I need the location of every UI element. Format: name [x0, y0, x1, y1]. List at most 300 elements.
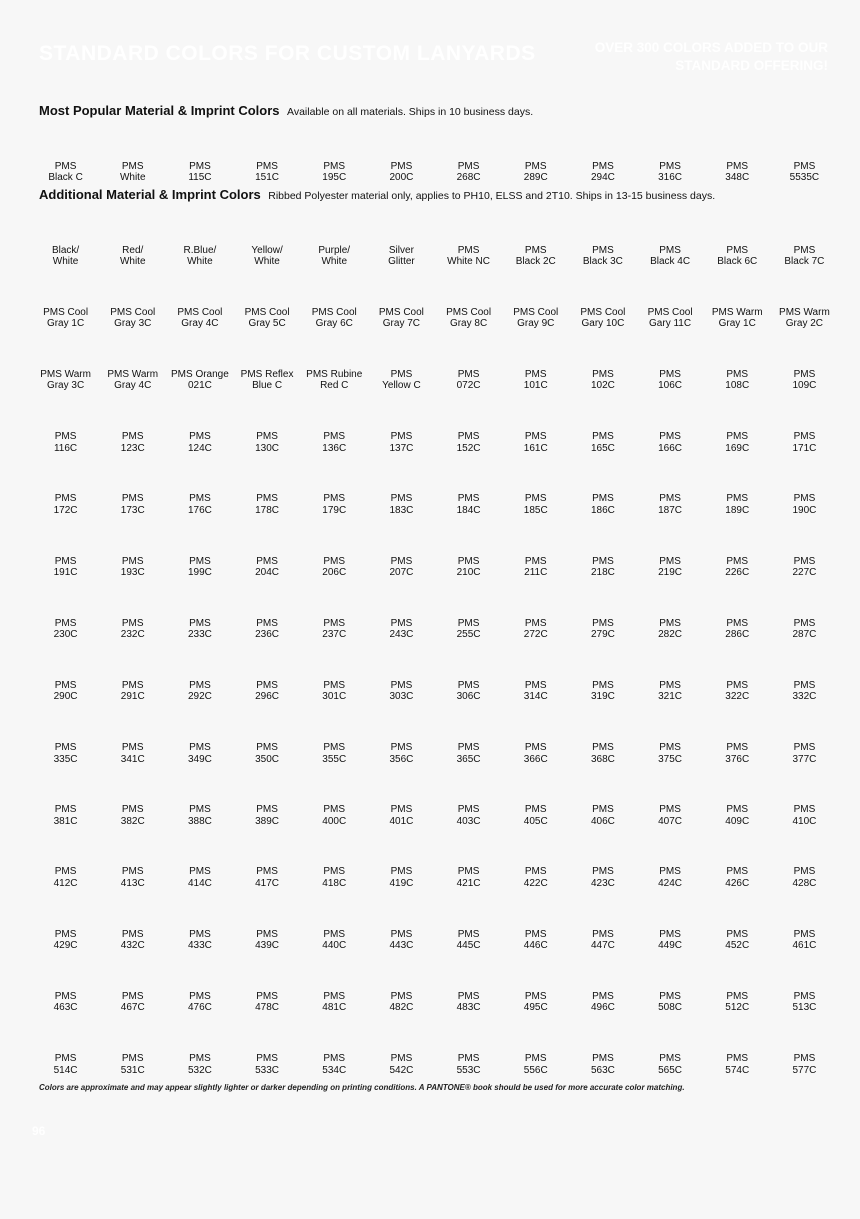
color-swatch — [771, 598, 838, 660]
color-swatch — [704, 1033, 771, 1095]
color-swatch — [771, 909, 838, 971]
swatch-label: PMS 368C — [590, 742, 615, 765]
swatch-label: PMS 279C — [590, 617, 615, 641]
color-swatch — [636, 225, 703, 287]
color-swatch — [636, 847, 703, 909]
color-swatch — [301, 160, 368, 184]
color-swatch — [32, 785, 99, 847]
swatch-label: PMS 414C — [187, 866, 212, 889]
swatch-label: PMS 169C — [725, 431, 750, 454]
swatch-label: PMS 426C — [725, 866, 750, 889]
swatch-label: PMS 401C — [389, 804, 414, 827]
swatch-label: PMS 449C — [658, 928, 683, 952]
swatch-label: PMS 291C — [120, 679, 145, 703]
color-swatch — [301, 971, 368, 1033]
swatch-label: PMS 335C — [53, 742, 78, 765]
color-swatch — [32, 660, 99, 722]
color-swatch — [771, 287, 838, 349]
color-swatch — [368, 412, 435, 474]
swatch-label: PMS 152C — [456, 431, 481, 454]
swatch-label: PMS 233C — [187, 617, 212, 641]
color-swatch — [502, 160, 569, 184]
swatch-label: PMS 348C — [725, 160, 750, 183]
color-swatch — [99, 598, 166, 660]
swatch-label: PMS Warm Gray 1C — [711, 306, 763, 330]
swatch-label: PMS Black 2C — [515, 244, 556, 268]
swatch-label: PMS Cool Gray 6C — [311, 306, 357, 330]
color-swatch — [301, 598, 368, 660]
color-swatch — [166, 723, 233, 785]
swatch-label: PMS 206C — [322, 555, 347, 579]
swatch-label: PMS 136C — [322, 431, 347, 454]
color-swatch — [32, 287, 99, 349]
color-swatch — [166, 287, 233, 349]
swatch-label: PMS 226C — [725, 555, 750, 579]
swatch-label: PMS 137C — [389, 431, 414, 454]
swatch-label: PMS 173C — [120, 493, 145, 516]
color-swatch — [233, 660, 300, 722]
color-swatch — [99, 349, 166, 411]
swatch-label: PMS Cool Gray 9C — [513, 306, 559, 330]
swatch-label: PMS 255C — [456, 617, 481, 641]
color-swatch — [771, 660, 838, 722]
color-swatch — [166, 160, 233, 184]
swatch-label: PMS Black C — [48, 160, 83, 183]
color-swatch — [32, 412, 99, 474]
swatch-label: Red/ White — [119, 244, 146, 268]
color-swatch — [435, 225, 502, 287]
color-swatch — [636, 412, 703, 474]
swatch-label: PMS 072C — [456, 368, 481, 392]
color-swatch — [32, 225, 99, 287]
swatch-label: PMS Cool Gray 7C — [378, 306, 424, 330]
color-swatch — [569, 785, 636, 847]
swatch-label: PMS 417C — [255, 866, 280, 889]
swatch-label: PMS 429C — [53, 928, 78, 952]
color-swatch — [704, 598, 771, 660]
color-disclaimer: Colors are approximate and may appear slightly lighter or darker depending on printing conditions. A PANTONE® book should be used for more accurate color matching. — [39, 1083, 685, 1092]
swatch-label: PMS 553C — [456, 1053, 481, 1076]
swatch-label: PMS 176C — [187, 493, 212, 516]
additional-colors-title: Additional Material & Imprint Colors — [39, 187, 261, 202]
swatch-label: PMS 532C — [187, 1053, 212, 1076]
color-swatch — [771, 785, 838, 847]
swatch-label: PMS Cool Gray 4C — [177, 306, 223, 330]
color-swatch — [569, 660, 636, 722]
swatch-label: PMS 445C — [456, 928, 481, 952]
color-swatch — [368, 536, 435, 598]
swatch-label: PMS 412C — [53, 866, 78, 889]
swatch-label: PMS 406C — [590, 804, 615, 827]
swatch-label: PMS 514C — [53, 1053, 78, 1076]
popular-colors-heading — [39, 103, 533, 118]
swatch-label: PMS 419C — [389, 866, 414, 889]
swatch-label: PMS Rubine Red C — [306, 368, 363, 392]
color-swatch — [368, 349, 435, 411]
swatch-label: PMS 287C — [792, 617, 817, 641]
color-swatch — [636, 536, 703, 598]
swatch-label: Black/ White — [51, 244, 80, 268]
color-swatch — [301, 349, 368, 411]
color-swatch — [636, 660, 703, 722]
color-swatch — [368, 160, 435, 184]
swatch-label: PMS 232C — [120, 617, 145, 641]
color-swatch — [771, 412, 838, 474]
swatch-label: PMS Yellow C — [382, 368, 421, 392]
swatch-label: PMS 106C — [658, 368, 683, 392]
color-swatch — [99, 160, 166, 184]
swatch-label: PMS 389C — [255, 804, 280, 827]
swatch-label: PMS 577C — [792, 1053, 817, 1076]
color-swatch — [771, 474, 838, 536]
swatch-label: PMS Black 7C — [784, 244, 825, 268]
swatch-label: PMS 440C — [322, 928, 347, 952]
swatch-label: PMS 376C — [725, 742, 750, 765]
swatch-label: PMS 289C — [523, 160, 548, 183]
swatch-label: PMS 165C — [590, 431, 615, 454]
color-swatch — [233, 287, 300, 349]
swatch-label: PMS Cool Gary 11C — [647, 306, 693, 330]
color-swatch — [99, 225, 166, 287]
swatch-label: PMS 467C — [120, 990, 145, 1014]
color-swatch — [569, 225, 636, 287]
swatch-label: PMS 319C — [590, 679, 615, 703]
color-swatch — [502, 723, 569, 785]
swatch-label: PMS 306C — [456, 679, 481, 703]
color-swatch — [771, 971, 838, 1033]
color-swatch — [569, 598, 636, 660]
color-swatch — [704, 660, 771, 722]
color-swatch — [166, 909, 233, 971]
color-swatch — [435, 723, 502, 785]
color-swatch — [233, 909, 300, 971]
promo-banner: OVER 300 COLORS ADDED TO OUR STANDARD OFFERING! — [594, 40, 828, 73]
color-swatch — [368, 971, 435, 1033]
swatch-label: PMS 403C — [456, 804, 481, 827]
color-swatch — [569, 971, 636, 1033]
swatch-label: PMS 301C — [322, 679, 347, 703]
swatch-label: PMS Orange 021C — [171, 368, 229, 392]
color-swatch — [636, 349, 703, 411]
swatch-label: PMS 189C — [725, 493, 750, 516]
color-swatch — [166, 598, 233, 660]
swatch-label: PMS 236C — [255, 617, 280, 641]
color-swatch — [301, 660, 368, 722]
swatch-label: PMS 542C — [389, 1053, 414, 1076]
color-swatch — [435, 412, 502, 474]
color-swatch — [233, 847, 300, 909]
color-swatch — [569, 723, 636, 785]
swatch-label: PMS Cool Gray 8C — [446, 306, 492, 330]
color-swatch — [32, 909, 99, 971]
color-swatch — [569, 412, 636, 474]
color-swatch — [435, 287, 502, 349]
color-swatch — [166, 349, 233, 411]
color-swatch — [636, 909, 703, 971]
color-swatch — [32, 971, 99, 1033]
swatch-label: PMS 124C — [187, 431, 212, 454]
color-swatch — [636, 723, 703, 785]
swatch-label: PMS 432C — [120, 928, 145, 952]
swatch-label: PMS 452C — [725, 928, 750, 952]
color-swatch — [435, 660, 502, 722]
color-swatch — [569, 909, 636, 971]
color-swatch — [166, 536, 233, 598]
color-swatch — [301, 412, 368, 474]
color-swatch — [32, 349, 99, 411]
swatch-label: PMS Black 4C — [650, 244, 691, 268]
color-swatch — [301, 723, 368, 785]
swatch-label: PMS 428C — [792, 866, 817, 889]
additional-colors-heading — [39, 187, 715, 202]
swatch-label: PMS White — [119, 160, 146, 183]
popular-colors-title: Most Popular Material & Imprint Colors — [39, 103, 280, 118]
swatch-label: PMS 186C — [590, 493, 615, 516]
color-swatch — [32, 160, 99, 184]
swatch-label: PMS 421C — [456, 866, 481, 889]
swatch-label: PMS 377C — [792, 742, 817, 765]
swatch-label: PMS 286C — [725, 617, 750, 641]
swatch-label: PMS 422C — [523, 866, 548, 889]
color-swatch — [704, 723, 771, 785]
color-swatch — [704, 536, 771, 598]
color-swatch — [99, 660, 166, 722]
swatch-label: PMS 355C — [322, 742, 347, 765]
color-swatch — [771, 723, 838, 785]
swatch-label: PMS 405C — [523, 804, 548, 827]
color-swatch — [301, 909, 368, 971]
color-swatch — [166, 971, 233, 1033]
swatch-label: PMS 508C — [658, 990, 683, 1014]
swatch-label: PMS 5535C — [789, 160, 820, 183]
swatch-label: PMS Black 6C — [717, 244, 758, 268]
swatch-label: PMS 185C — [523, 493, 548, 516]
swatch-label: PMS 418C — [322, 866, 347, 889]
color-swatch — [301, 225, 368, 287]
color-swatch — [569, 474, 636, 536]
swatch-label: PMS 565C — [658, 1053, 683, 1076]
swatch-label: PMS 123C — [120, 431, 145, 454]
color-swatch — [435, 536, 502, 598]
color-swatch — [502, 412, 569, 474]
color-swatch — [99, 412, 166, 474]
color-swatch — [233, 971, 300, 1033]
color-swatch — [233, 536, 300, 598]
color-swatch — [569, 536, 636, 598]
color-swatch — [704, 412, 771, 474]
color-swatch — [368, 474, 435, 536]
color-swatch — [569, 287, 636, 349]
color-swatch — [502, 598, 569, 660]
swatch-label: PMS 102C — [590, 368, 615, 392]
swatch-label: PMS 413C — [120, 866, 145, 889]
swatch-label: PMS 191C — [53, 555, 78, 579]
color-swatch — [166, 225, 233, 287]
swatch-label: PMS 243C — [389, 617, 414, 641]
color-swatch — [233, 412, 300, 474]
color-swatch — [569, 160, 636, 184]
swatch-label: PMS 410C — [792, 804, 817, 827]
swatch-label: PMS 296C — [255, 679, 280, 703]
swatch-label: PMS 116C — [53, 431, 78, 454]
swatch-label: PMS 109C — [792, 368, 817, 392]
swatch-label: PMS 439C — [255, 928, 280, 952]
color-swatch — [502, 536, 569, 598]
swatch-label: PMS 563C — [590, 1053, 615, 1076]
swatch-label: PMS 200C — [389, 160, 414, 183]
color-swatch — [704, 160, 771, 184]
color-swatch — [301, 785, 368, 847]
swatch-label: Yellow/ White — [251, 244, 283, 268]
swatch-label: PMS 314C — [523, 679, 548, 703]
swatch-label: PMS 366C — [523, 742, 548, 765]
swatch-label: PMS 230C — [53, 617, 78, 641]
color-swatch — [368, 909, 435, 971]
swatch-label: PMS 190C — [792, 493, 817, 516]
color-swatch — [569, 847, 636, 909]
color-swatch — [368, 598, 435, 660]
swatch-label: PMS 556C — [523, 1053, 548, 1076]
color-swatch — [636, 474, 703, 536]
swatch-label: PMS 433C — [187, 928, 212, 952]
color-swatch — [32, 847, 99, 909]
swatch-label: PMS Cool Gary 10C — [580, 306, 626, 330]
swatch-label: PMS 461C — [792, 928, 817, 952]
color-swatch — [704, 474, 771, 536]
swatch-label: PMS Warm Gray 3C — [40, 368, 91, 392]
color-swatch — [771, 847, 838, 909]
swatch-label: PMS 166C — [658, 431, 683, 454]
swatch-label: PMS 482C — [389, 990, 414, 1014]
swatch-label: PMS 130C — [255, 431, 280, 454]
swatch-label: PMS Cool Gray 5C — [244, 306, 290, 330]
color-swatch — [569, 349, 636, 411]
color-swatch — [99, 785, 166, 847]
swatch-label: PMS 322C — [725, 679, 750, 703]
color-swatch — [233, 349, 300, 411]
page-title: STANDARD COLORS FOR CUSTOM LANYARDS — [39, 42, 536, 65]
color-swatch — [636, 971, 703, 1033]
swatch-label: PMS 409C — [725, 804, 750, 827]
swatch-label: PMS 151C — [255, 160, 280, 183]
swatch-label: PMS 303C — [389, 679, 414, 703]
swatch-label: PMS 193C — [120, 555, 145, 579]
color-swatch — [99, 474, 166, 536]
swatch-label: PMS 101C — [523, 368, 548, 392]
swatch-label: PMS 495C — [523, 990, 548, 1014]
color-swatch — [636, 287, 703, 349]
swatch-label: R.Blue/ White — [183, 244, 217, 268]
color-swatch — [368, 723, 435, 785]
color-swatch — [435, 971, 502, 1033]
swatch-label: PMS 178C — [255, 493, 280, 516]
popular-colors-note: Available on all materials. Ships in 10 business days. — [287, 106, 534, 118]
color-swatch — [704, 909, 771, 971]
color-swatch — [166, 412, 233, 474]
color-swatch — [233, 785, 300, 847]
swatch-label: PMS 219C — [658, 555, 683, 579]
swatch-label: PMS 531C — [120, 1053, 145, 1076]
additional-colors-note: Ribbed Polyester material only, applies to PH10, ELSS and 2T10. Ships in 13-15 business days. — [268, 190, 716, 202]
swatch-label: PMS 407C — [658, 804, 683, 827]
color-swatch — [32, 598, 99, 660]
color-swatch — [233, 160, 300, 184]
color-swatch — [771, 1033, 838, 1095]
swatch-label: PMS 218C — [590, 555, 615, 579]
swatch-label: PMS Warm Gray 2C — [779, 306, 830, 330]
swatch-label: PMS 199C — [187, 555, 212, 579]
color-swatch — [502, 847, 569, 909]
swatch-label: PMS 290C — [53, 679, 78, 703]
swatch-label: PMS 227C — [792, 555, 817, 579]
swatch-label: PMS 446C — [523, 928, 548, 952]
swatch-label: PMS 237C — [322, 617, 347, 641]
color-swatch — [435, 349, 502, 411]
swatch-label: PMS 512C — [725, 990, 750, 1014]
swatch-label: PMS 400C — [322, 804, 347, 827]
swatch-label: PMS Warm Gray 4C — [107, 368, 159, 392]
swatch-label: PMS 350C — [255, 742, 280, 765]
color-swatch — [502, 660, 569, 722]
color-swatch — [32, 723, 99, 785]
swatch-label: PMS 382C — [120, 804, 145, 827]
color-swatch — [233, 598, 300, 660]
swatch-label: PMS 115C — [188, 160, 212, 183]
color-swatch — [166, 847, 233, 909]
swatch-label: Purple/ White — [318, 244, 351, 268]
swatch-label: PMS 171C — [792, 431, 817, 454]
swatch-label: PMS 179C — [322, 493, 347, 516]
swatch-label: PMS 574C — [725, 1053, 750, 1076]
color-swatch — [502, 474, 569, 536]
swatch-label: PMS 483C — [456, 990, 481, 1014]
swatch-label: PMS 172C — [53, 493, 78, 516]
swatch-label: PMS 534C — [322, 1053, 347, 1076]
swatch-label: PMS 316C — [658, 160, 683, 183]
swatch-label: PMS Black 3C — [582, 244, 623, 268]
swatch-label: PMS White NC — [447, 244, 490, 268]
color-swatch — [233, 225, 300, 287]
color-swatch — [368, 847, 435, 909]
color-swatch — [166, 660, 233, 722]
color-swatch — [166, 474, 233, 536]
color-swatch — [99, 536, 166, 598]
swatch-label: PMS 476C — [187, 990, 212, 1014]
color-swatch — [704, 971, 771, 1033]
swatch-label: PMS 424C — [658, 866, 683, 889]
color-swatch — [368, 785, 435, 847]
color-swatch — [301, 536, 368, 598]
swatch-label: PMS 481C — [322, 990, 347, 1014]
swatch-label: PMS 496C — [590, 990, 615, 1014]
color-swatch — [636, 160, 703, 184]
color-swatch — [435, 598, 502, 660]
color-swatch — [704, 847, 771, 909]
swatch-label: PMS 447C — [590, 928, 615, 952]
swatch-label: PMS 478C — [255, 990, 280, 1014]
color-swatch — [502, 225, 569, 287]
color-swatch — [301, 847, 368, 909]
color-swatch — [771, 225, 838, 287]
color-swatch — [502, 971, 569, 1033]
color-swatch — [704, 225, 771, 287]
swatch-label: PMS 365C — [456, 742, 481, 765]
color-swatch — [435, 474, 502, 536]
color-swatch — [368, 660, 435, 722]
color-swatch — [32, 474, 99, 536]
color-swatch — [636, 785, 703, 847]
swatch-label: PMS 204C — [255, 555, 280, 579]
